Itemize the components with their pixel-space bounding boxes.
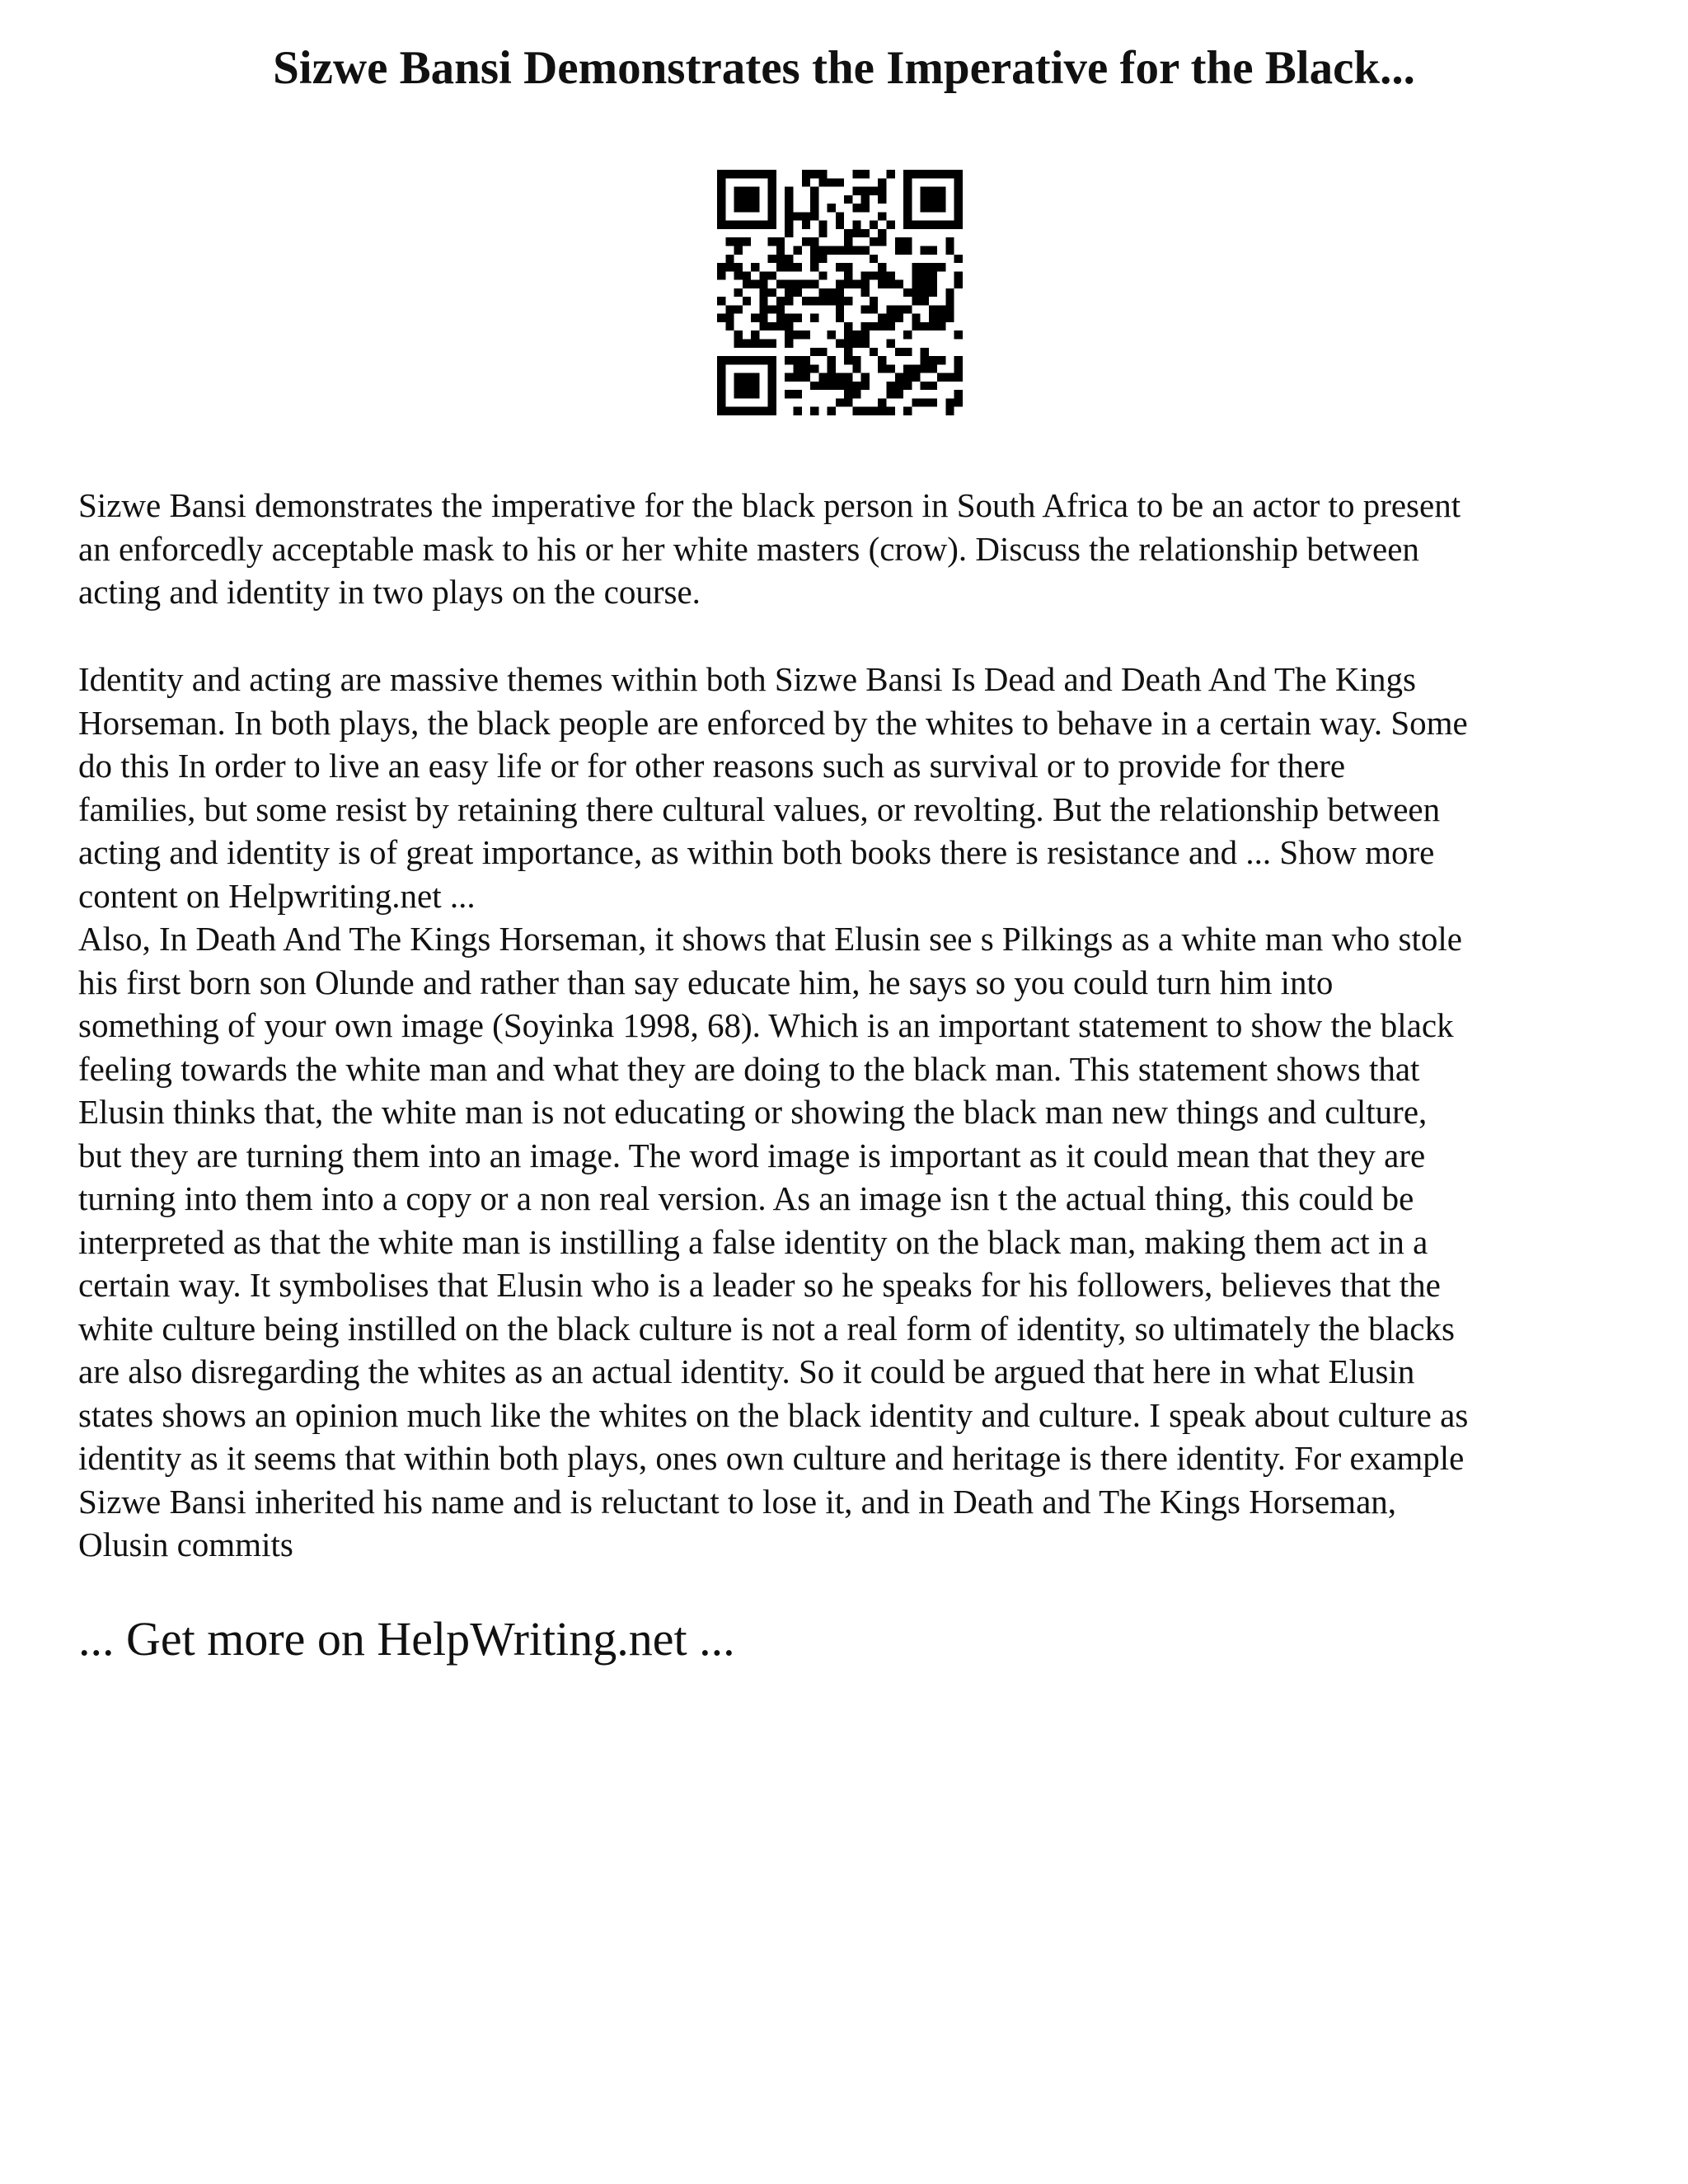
- body-line: are also disregarding the whites as an actual identity. So it could be argued that here in what Elusin: [78, 1352, 1415, 1390]
- body-line: turning into them into a copy or a non real version. As an image isn t the actual thing, this could be: [78, 1179, 1414, 1217]
- body-line: Also, In Death And The Kings Horseman, it shows that Elusin see s Pilkings as a white man who stole: [78, 920, 1462, 958]
- body-line: content on Helpwriting.net ...: [78, 876, 476, 915]
- prompt-line: acting and identity in two plays on the course.: [78, 573, 701, 611]
- body-line: feeling towards the white man and what they are doing to the black man. This statement shows that: [78, 1049, 1420, 1088]
- body-line: Olusin commits: [78, 1526, 293, 1563]
- page-title: Sizwe Bansi Demonstrates the Imperative for the Black...: [273, 42, 1415, 94]
- body-line: Elusin thinks that, the white man is not educating or showing the black man new things and culture,: [78, 1093, 1428, 1131]
- body-line: interpreted as that the white man is instilling a false identity on the black man, making them act in a: [78, 1222, 1428, 1261]
- prompt-line: an enforcedly acceptable mask to his or her white masters (crow). Discuss the relationship between: [78, 529, 1419, 568]
- body-line: white culture being instilled on the black culture is not a real form of identity, so ultimately the blacks: [78, 1309, 1455, 1347]
- essay-prompt: [78, 484, 1628, 614]
- body-line: certain way. It symbolises that Elusin who is a leader so he speaks for his followers, believes that the: [78, 1266, 1441, 1304]
- body-line: Identity and acting are massive themes within both Sizwe Bansi Is Dead and Death And The Kings: [78, 660, 1416, 698]
- body-line: Sizwe Bansi inherited his name and is reluctant to lose it, and in Death and The Kings Horseman,: [78, 1482, 1397, 1521]
- qr-code-icon: [717, 170, 963, 415]
- body-line: his first born son Olunde and rather than say educate him, he says so you could turn him into: [78, 963, 1334, 1001]
- essay-body: [78, 658, 1628, 1567]
- body-line: families, but some resist by retaining there cultural values, or revolting. But the relationship between: [78, 790, 1441, 828]
- body-line: states shows an opinion much like the whites on the black identity and culture. I speak about culture as: [78, 1395, 1469, 1434]
- body-line: acting and identity is of great importance, as within both books there is resistance and ... Show more: [78, 833, 1435, 871]
- body-line: do this In order to live an easy life or for other reasons such as survival or to provide for there: [78, 747, 1346, 785]
- qr-code: [717, 170, 963, 415]
- body-line: Horseman. In both plays, the black people are enforced by the whites to behave in a certain way. Some: [78, 703, 1468, 742]
- body-line: identity as it seems that within both plays, ones own culture and heritage is there identity. For example: [78, 1439, 1465, 1477]
- get-more-link[interactable]: ... Get more on HelpWriting.net ...: [78, 1612, 735, 1666]
- body-line: but they are turning them into an image. The word image is important as it could mean that they are: [78, 1136, 1426, 1174]
- prompt-line: Sizwe Bansi demonstrates the imperative for the black person in South Africa to be an actor to present: [78, 486, 1461, 524]
- body-line: something of your own image (Soyinka 1998, 68). Which is an important statement to show the black: [78, 1006, 1454, 1044]
